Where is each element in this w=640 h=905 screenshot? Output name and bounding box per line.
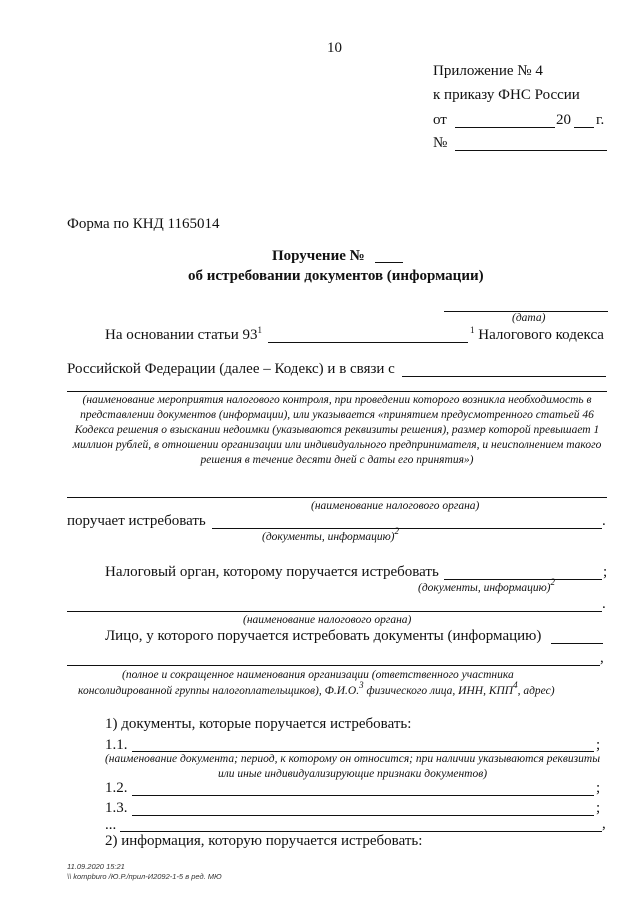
person-line-tail <box>551 643 603 644</box>
target-authority-caption: (документы, информацию)$^2$ <box>418 577 556 594</box>
document-item-more: ... <box>105 817 117 833</box>
basis-article-part-line <box>268 342 468 343</box>
appendix-label: Приложение № 4 <box>433 63 543 79</box>
instructs-end: . <box>602 513 606 529</box>
order-year-label: 20 <box>556 112 571 128</box>
form-code: Форма по КНД 1165014 <box>67 216 220 232</box>
target-authority-name-line <box>67 611 602 612</box>
document-item-2-line <box>132 795 594 796</box>
document-item-1-number: 1.1. <box>105 737 128 753</box>
document-item-3-line <box>132 815 594 816</box>
person-caption-line2: консолидированной группы налогоплательщиков), Ф.И.О.$^3$ физического лица, ИНН, КПП$^4$, адрес) <box>78 680 555 697</box>
tax-authority-caption-2: (наименование налогового органа) <box>243 614 412 626</box>
order-date-prefix: от <box>433 112 447 128</box>
document-item-more-end: , <box>602 816 606 832</box>
instructs-caption: (документы, информацию)$^2$ <box>262 526 400 543</box>
footer-file-path: \\ kompburo /Ю.Р./прил-И2092-1-5 в ред. МЮ <box>67 872 222 881</box>
person-label: Лицо, у которого поручается истребовать документы (информацию) <box>105 628 542 644</box>
footer-timestamp: 11.09.2020 15:21 <box>67 862 125 871</box>
document-item-3-number: 1.3. <box>105 800 128 816</box>
target-authority-line-end: . <box>602 596 606 612</box>
instructs-label: поручает истребовать <box>67 513 206 529</box>
document-item-more-line <box>120 831 602 832</box>
measure-caption: (наименование мероприятия налогового контроля, при проведении которого возникла необходимость в представлении документов (информации), или указывается «принятием предусмотренного статьей 46 Кодекса решения о взыскании недоимки (указываются реквизиты решения), размер которой превышает 1 миллион рублей, в отношении организации или индивидуального предпринимателя, и неисполнением такого решения в течение десяти дней с даты его принятия») <box>72 394 602 466</box>
target-authority-label: Налоговый орган, которому поручается истребовать <box>105 564 439 580</box>
tax-authority-caption: (наименование налогового органа) <box>311 500 480 512</box>
target-authority-line <box>444 579 602 580</box>
person-line-end: , <box>600 650 604 666</box>
order-label: к приказу ФНС России <box>433 87 580 103</box>
order-number-line <box>455 150 607 151</box>
order-number-label: № <box>433 135 448 151</box>
documents-heading: 1) документы, которые поручается истребовать: <box>105 716 412 732</box>
document-item-2-end: ; <box>596 780 601 796</box>
information-heading: 2) информация, которую поручается истребовать: <box>105 833 423 849</box>
title-line2: об истребовании документов (информации) <box>188 268 484 284</box>
person-line <box>67 665 600 666</box>
basis-reason-line-2 <box>67 391 607 392</box>
order-year-line <box>574 127 594 128</box>
person-caption-line1: (полное и сокращенное наименования организации (ответственного участника <box>122 669 514 681</box>
document-item-1-end: ; <box>596 737 601 753</box>
date-caption: (дата) <box>512 312 546 324</box>
target-authority-end: ; <box>603 564 608 580</box>
document-item-3-end: ; <box>596 800 601 816</box>
order-date-line <box>455 127 555 128</box>
document-item-2-number: 1.2. <box>105 780 128 796</box>
document-item-1-caption: (наименование документа; период, к которому он относится; при наличии указываются реквизиты или иные индивидуализирующие признаки документов) <box>104 753 601 780</box>
order-year-suffix: г. <box>596 112 605 128</box>
tax-authority-line <box>67 497 607 498</box>
basis-reason-line <box>402 376 606 377</box>
basis-suffix: $^1$ Налогового кодекса <box>470 325 604 343</box>
page-number: 10 <box>327 40 342 56</box>
title-number-line <box>375 262 403 263</box>
basis-line2: Российской Федерации (далее – Кодекс) и в связи с <box>67 361 395 377</box>
basis-prefix: На основании статьи $93^1$ <box>105 325 263 343</box>
instructs-line <box>212 528 602 529</box>
title-line1: Поручение № <box>272 248 365 264</box>
